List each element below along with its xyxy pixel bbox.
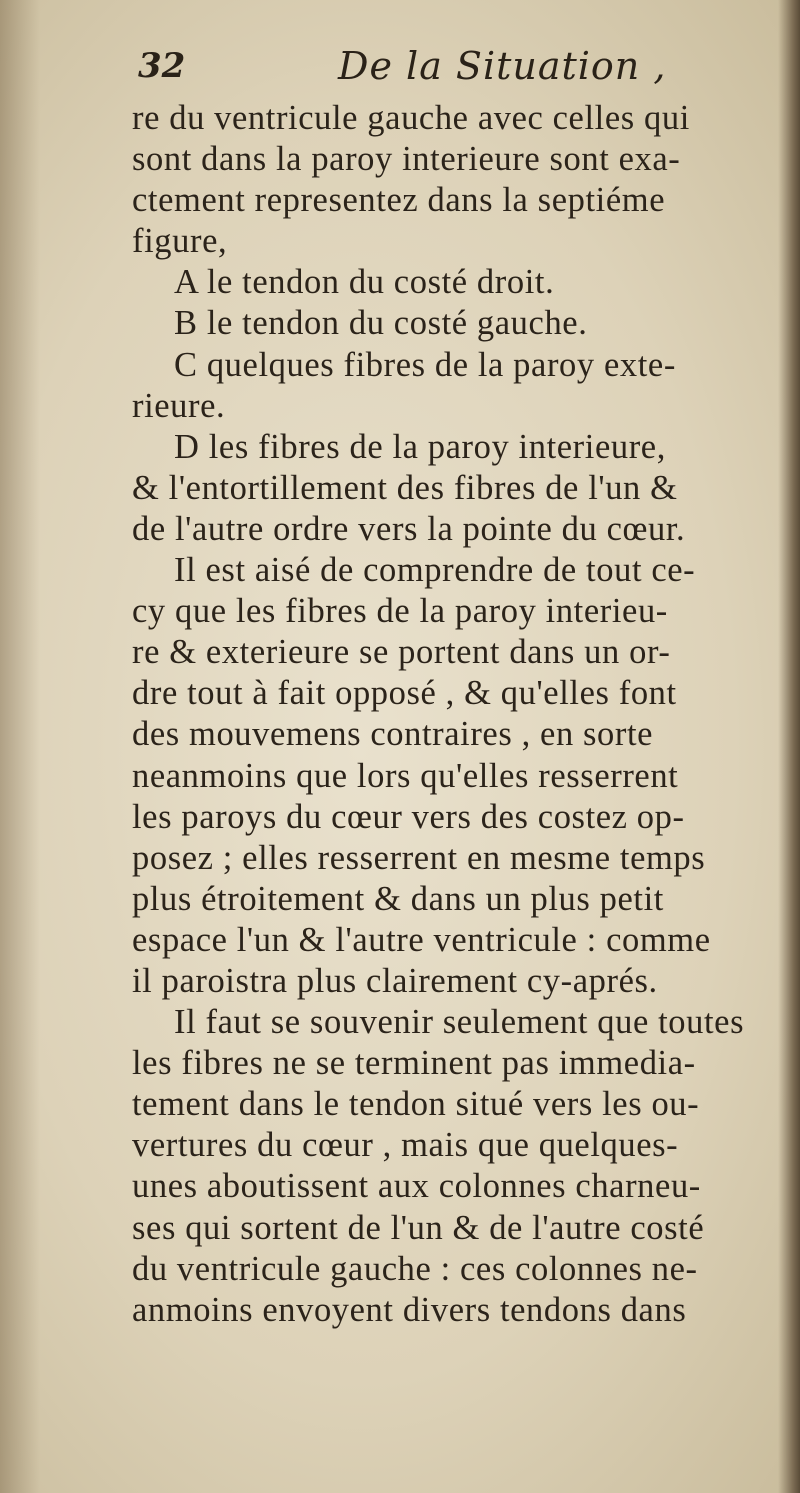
text-line: re du ventricule gauche avec celles qui	[132, 99, 690, 137]
gutter-shadow	[0, 0, 40, 1493]
text-line: des mouvemens contraires , en sorte	[132, 715, 654, 754]
text-line: de l'autre ordre vers la pointe du cœur.	[132, 509, 686, 548]
text-line: unes aboutissent aux colonnes charneu-	[132, 1167, 701, 1206]
legend-item-b: B le tendon du costé gauche.	[174, 304, 588, 343]
text-line: plus étroitement & dans un plus petit	[132, 879, 664, 918]
text-line: espace l'un & l'autre ventricule : comme	[132, 920, 711, 959]
text-line: cy que les fibres de la paroy interieu-	[132, 592, 668, 631]
text-line: il paroistra plus clairement cy-aprés.	[132, 961, 658, 1000]
text-line: tement dans le tendon situé vers les ou-	[132, 1085, 700, 1124]
page-header	[138, 40, 758, 100]
text-line: posez ; elles resserrent en mesme temps	[132, 838, 706, 877]
running-head: De la Situation ,	[338, 44, 667, 88]
text-line: du ventricule gauche : ces colonnes ne-	[132, 1249, 698, 1288]
text-line: neanmoins que lors qu'elles resserrent	[132, 756, 679, 795]
text-line: sont dans la paroy interieure sont exa-	[132, 140, 681, 179]
text-line: vertures du cœur , mais que quelques-	[132, 1126, 679, 1165]
text-line: re & exterieure se portent dans un or-	[132, 633, 671, 672]
text-line: anmoins envoyent divers tendons dans	[132, 1290, 687, 1329]
text-line: ctement representez dans la septiéme	[132, 181, 666, 220]
paragraph-start: Il est aisé de comprendre de tout ce-	[174, 551, 696, 590]
legend-item-a: A le tendon du costé droit.	[174, 263, 555, 302]
text-line: les paroys du cœur vers des costez op-	[132, 797, 685, 836]
paragraph-start: Il faut se souvenir seulement que toutes	[174, 1003, 745, 1042]
text-line: dre tout à fait opposé , & qu'elles font	[132, 674, 677, 713]
text-line: ses qui sortent de l'un & de l'autre costé	[132, 1208, 705, 1247]
text-line: rieure.	[132, 386, 226, 425]
text-line: les fibres ne se terminent pas immedia-	[132, 1044, 696, 1083]
text-line: & l'entortillement des fibres de l'un &	[132, 468, 678, 507]
legend-item-d: D les fibres de la paroy interieure,	[174, 427, 666, 466]
text-line: figure,	[132, 222, 228, 261]
legend-item-c: C quelques fibres de la paroy exte-	[174, 345, 676, 384]
body-text	[132, 98, 792, 1331]
page-number: 32	[138, 46, 186, 86]
